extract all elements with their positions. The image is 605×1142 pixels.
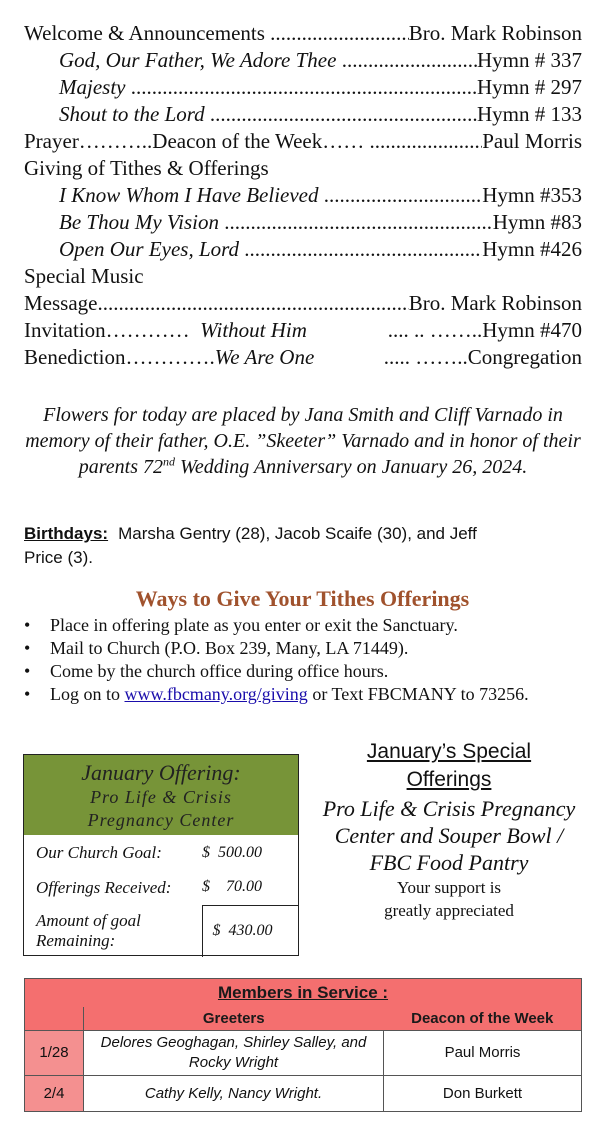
special-offerings-body: Pro Life & Crisis Pregnancy Center and Souper Bowl / FBC Food Pantry: [322, 796, 576, 875]
offering-header: [24, 755, 298, 835]
worship-item-label: Majesty: [59, 75, 131, 99]
worship-item: [24, 155, 582, 182]
worship-item-label: I Know Whom I Have Believed: [59, 183, 324, 207]
members-title: Members in Service :: [217, 982, 389, 1002]
table-title-row: [25, 979, 582, 1007]
dot-leader: [131, 74, 477, 101]
offering-subtitle-line1: Pro Life & Crisis: [90, 787, 232, 807]
worship-item-detail: Bro. Mark Robinson: [408, 21, 582, 45]
members-in-service-table: [24, 978, 582, 1112]
giving-link[interactable]: www.fbcmany.org/giving: [124, 684, 308, 704]
worship-item-detail: Hymn # 337: [477, 48, 582, 72]
table-row: [24, 835, 298, 870]
way-text-after: or Text FBCMANY to 73256.: [307, 684, 529, 704]
table-header-row: [25, 1007, 582, 1031]
dot-leader: [97, 290, 408, 317]
header-greeters: Greeters: [84, 1007, 384, 1031]
offering-amount: $ 500.00: [202, 843, 262, 861]
service-date: 1/28: [25, 1031, 84, 1076]
list-item: [24, 614, 594, 637]
way-text: Log on to: [50, 684, 125, 704]
list-item: [24, 660, 594, 683]
table-row: [24, 905, 298, 957]
worship-item: [24, 74, 582, 101]
table-row: [25, 1031, 582, 1076]
dot-leader: [342, 47, 477, 74]
worship-item: [24, 182, 582, 209]
table-row: [25, 1076, 582, 1112]
offering-label: Our Church Goal:: [36, 842, 162, 862]
header-deacon: Deacon of the Week: [384, 1007, 582, 1031]
members-title-cell: [25, 979, 582, 1007]
way-text: Mail to Church (P.O. Box 239, Many, LA 71449).: [50, 638, 409, 658]
january-offering-box: [23, 754, 299, 956]
worship-item-label: Prayer………..Deacon of the Week……: [24, 129, 370, 153]
worship-item: [24, 317, 582, 344]
worship-item-label: Special Music: [24, 264, 144, 288]
worship-item-detail: Hymn # 133: [477, 102, 582, 126]
deacon-cell: Paul Morris: [384, 1031, 582, 1076]
worship-item-detail: Paul Morris: [482, 129, 582, 153]
worship-item-label: Benediction………….: [24, 345, 215, 369]
worship-item: [24, 209, 582, 236]
special-offerings: [315, 738, 583, 922]
way-text: Come by the church office during office hours.: [50, 661, 389, 681]
worship-item: [24, 344, 582, 371]
worship-item: [24, 236, 582, 263]
worship-item: [24, 128, 582, 155]
dot-leader: [270, 20, 409, 47]
table-row: [24, 870, 298, 905]
worship-item: [24, 20, 582, 47]
flowers-text-end: Wedding Anniversary on January 26, 2024.: [175, 456, 528, 478]
deacon-cell: Don Burkett: [384, 1076, 582, 1112]
dot-leader: [244, 236, 482, 263]
dot-leader: [224, 209, 492, 236]
worship-item: [24, 263, 582, 290]
dot-leader: [370, 128, 483, 155]
worship-item-detail: Hymn # 297: [477, 75, 582, 99]
greeters-cell: Delores Geoghagan, Shirley Salley, and Rocky Wright: [84, 1031, 384, 1076]
service-date: 2/4: [25, 1076, 84, 1112]
bullet-icon: •: [24, 661, 31, 681]
birthdays-text: Marsha Gentry (28), Jacob Scaife (30), and Jeff Price (3).: [24, 524, 477, 567]
flowers-dedication: [24, 402, 582, 480]
worship-item-label: God, Our Father, We Adore Thee: [59, 48, 342, 72]
offering-amount: $ 430.00: [202, 905, 298, 957]
birthdays: [24, 522, 494, 570]
worship-item-label: Giving of Tithes & Offerings: [24, 156, 269, 180]
order-of-worship: [24, 20, 582, 371]
ways-to-give-title: Ways to Give Your Tithes Offerings: [135, 586, 470, 611]
worship-item-label: Message: [24, 291, 98, 315]
offering-label: Amount of goal Remaining:: [36, 911, 141, 950]
bullet-icon: •: [24, 638, 31, 658]
support-line2: greatly appreciated: [384, 901, 514, 920]
offering-title: January Offering:: [81, 760, 241, 785]
special-offerings-title-line2: Offerings: [406, 768, 492, 791]
worship-item-label: Shout to the Lord: [59, 102, 210, 126]
flowers-text: Flowers for today are placed by Jana Smith and Cliff Varnado in memory of their father, O.E. ”Skeeter” Varnado and in honor of their parents 72: [25, 404, 581, 478]
worship-item-label: Invitation…………: [24, 318, 201, 342]
way-text: Place in offering plate as you enter or exit the Sanctuary.: [50, 615, 458, 635]
offering-subtitle-line2: Pregnancy Center: [87, 810, 235, 830]
bullet-icon: •: [24, 684, 31, 704]
worship-item-song: We Are One: [214, 345, 315, 369]
worship-item-song: Without Him: [200, 318, 307, 342]
offering-label: Offerings Received:: [36, 877, 172, 897]
flowers-ordinal-suffix: nd: [163, 454, 176, 469]
list-item: [24, 637, 594, 660]
worship-item: [24, 47, 582, 74]
birthdays-label: Birthdays:: [24, 524, 109, 543]
worship-item: [24, 101, 582, 128]
worship-item-detail: Hymn #426: [482, 237, 582, 261]
support-line1: Your support is: [396, 878, 502, 897]
worship-item: [24, 290, 582, 317]
worship-item-label: Welcome & Announcements: [24, 21, 271, 45]
worship-item-label: Be Thou My Vision: [59, 210, 225, 234]
worship-item-detail: Hymn #83: [492, 210, 582, 234]
worship-item-detail: ..... ……..Congregation: [383, 345, 582, 369]
greeters-cell: Cathy Kelly, Nancy Wright.: [84, 1076, 384, 1112]
bullet-icon: •: [24, 615, 31, 635]
offering-table: [24, 835, 298, 957]
offering-amount: $ 70.00: [202, 878, 262, 896]
list-item: [24, 683, 594, 706]
worship-item-detail: .... .. ……..Hymn #470: [387, 318, 582, 342]
worship-item-label: Open Our Eyes, Lord: [59, 237, 245, 261]
ways-to-give-list: [24, 614, 594, 706]
dot-leader: [210, 101, 477, 128]
header-date: [25, 1007, 84, 1031]
dot-leader: [324, 182, 483, 209]
worship-item-detail: Bro. Mark Robinson: [408, 291, 582, 315]
worship-item-detail: Hymn #353: [482, 183, 582, 207]
special-offerings-title-line1: January’s Special: [366, 740, 532, 763]
